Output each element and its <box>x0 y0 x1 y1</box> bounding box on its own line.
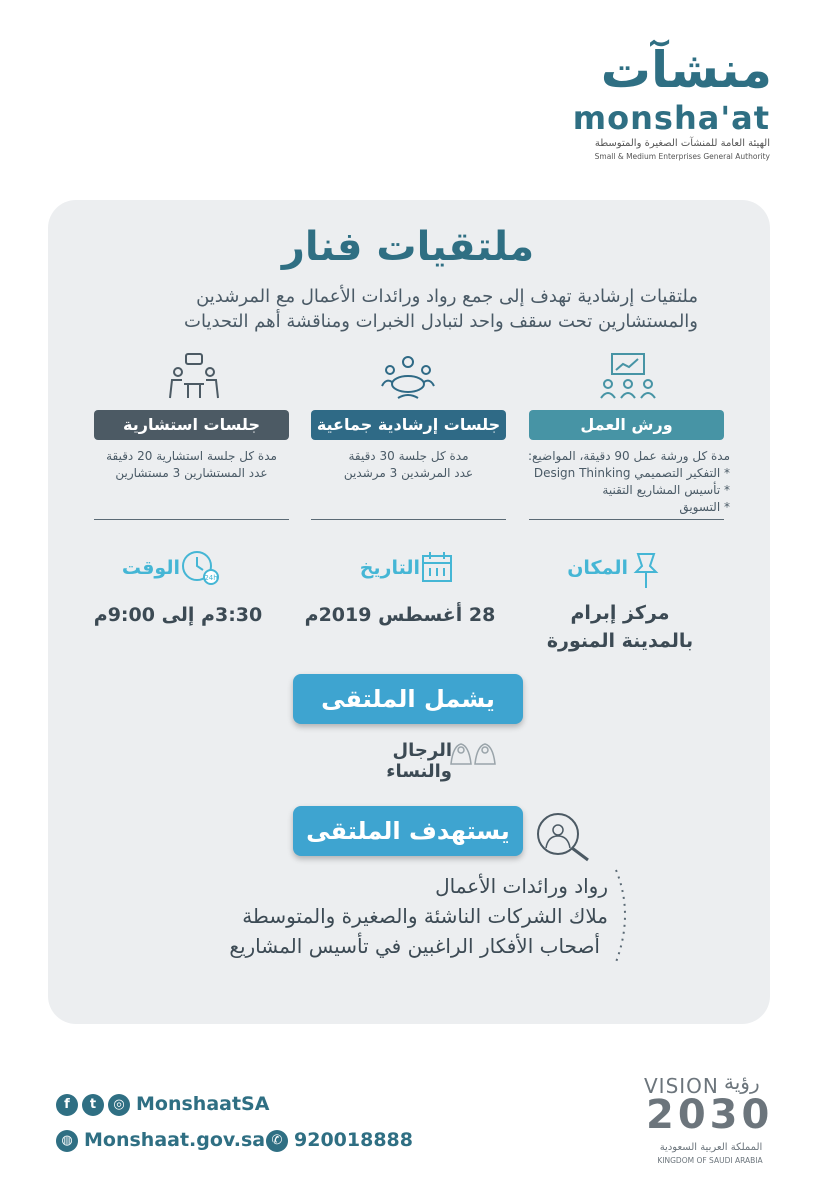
clock-24h-icon <box>180 548 220 586</box>
men-women-icon <box>447 738 499 766</box>
page-title: ملتقيات فنار <box>281 224 535 270</box>
calendar-icon <box>420 550 454 584</box>
targets-banner: يستهدف الملتقى <box>293 806 523 856</box>
instagram-icon[interactable]: ◎ <box>108 1094 130 1116</box>
logo-english-name: monsha'at <box>572 99 770 137</box>
monshaat-logo <box>572 40 776 161</box>
group-meeting-icon <box>378 352 438 402</box>
logo-arabic-name: منشآت <box>600 41 772 99</box>
place-value-line-1: مركز إبرام <box>570 602 670 624</box>
workshops-desc-line: * التسويق <box>679 500 730 514</box>
vision-ar: رؤية <box>724 1070 760 1094</box>
divider <box>94 519 289 520</box>
logo-subtitle-en: Small & Medium Enterprises General Authority <box>594 152 770 161</box>
place-value-line-2: بالمدينة المنورة <box>546 630 694 652</box>
divider <box>529 519 724 520</box>
date-value: 28 أغسطس 2019م <box>304 604 496 626</box>
divider <box>311 519 506 520</box>
consult-sessions-label: جلسات استشارية <box>94 410 289 440</box>
workshops-desc-line: مدة كل ورشة عمل 90 دقيقة، المواضيع: <box>527 449 730 463</box>
vision-year: 2030 <box>646 1092 774 1138</box>
time-value: 3:30م إلى 9:00م <box>93 604 263 626</box>
globe-icon: ◍ <box>56 1130 78 1152</box>
presentation-icon <box>598 352 658 402</box>
phone-number[interactable]: 920018888 <box>294 1129 413 1151</box>
group-sessions-label: جلسات إرشادية جماعية <box>311 410 506 440</box>
phone-icon: ✆ <box>266 1130 288 1152</box>
workshops-description <box>524 448 730 516</box>
consultation-icon <box>164 352 224 402</box>
workshops-desc-line: * التفكير التصميمي Design Thinking <box>533 466 730 480</box>
svg-text:24h: 24h <box>204 574 218 582</box>
target-item: رواد ورائدات الأعمال <box>435 874 608 898</box>
workshops-desc-line: * تأسيس المشاريع التقنية <box>602 483 730 497</box>
consult-desc-line: عدد المستشارين 3 مستشارين <box>115 466 268 480</box>
group-desc-line: مدة كل جلسة 30 دقيقة <box>348 449 469 463</box>
website-link[interactable]: Monshaat.gov.sa <box>84 1129 266 1151</box>
intro-line-1: ملتقيات إرشادية تهدف إلى جمع رواد ورائدات الأعمال مع المرشدين <box>196 286 698 307</box>
facebook-icon[interactable]: f <box>56 1094 78 1116</box>
vision-en: VISION <box>644 1074 719 1098</box>
intro-line-2: والمستشارين تحت سقف واحد لتبادل الخبرات ومناقشة أهم التحديات <box>184 311 698 332</box>
target-item: ملاك الشركات الناشئة والصغيرة والمتوسطة <box>242 904 608 928</box>
logo-subtitle-ar: الهيئة العامة للمنشآت الصغيرة والمتوسطة <box>594 138 770 149</box>
vision-2030-logo <box>640 1070 780 1170</box>
magnifier-person-icon <box>530 808 596 864</box>
audience-text: الرجال والنساء <box>386 740 452 782</box>
includes-banner: يشمل الملتقى <box>293 674 523 724</box>
consult-description <box>94 448 289 482</box>
group-desc-line: عدد المرشدين 3 مرشدين <box>343 466 474 480</box>
group-description <box>311 448 506 482</box>
social-handle[interactable]: MonshaatSA <box>136 1093 270 1115</box>
pushpin-icon <box>628 550 664 590</box>
time-label: الوقت <box>121 557 180 579</box>
workshops-label: ورش العمل <box>529 410 724 440</box>
date-label: التاريخ <box>359 557 420 579</box>
vision-country-ar: المملكة العربية السعودية <box>659 1142 763 1153</box>
place-label: المكان <box>567 557 628 579</box>
vision-country-en: KINGDOM OF SAUDI ARABIA <box>657 1156 763 1165</box>
twitter-icon[interactable]: t <box>82 1094 104 1116</box>
dotted-curve-decoration <box>612 866 636 966</box>
target-item: أصحاب الأفكار الراغبين في تأسيس المشاريع <box>229 934 600 958</box>
consult-desc-line: مدة كل جلسة استشارية 20 دقيقة <box>106 449 277 463</box>
